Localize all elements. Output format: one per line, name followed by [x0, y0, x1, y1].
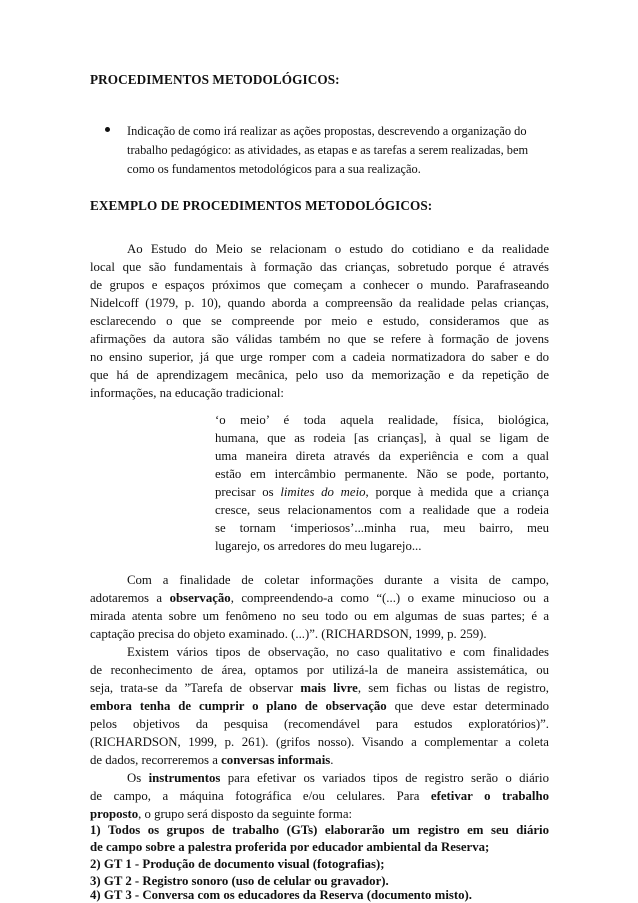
quote-line: cresce, seus relacionamentos com a realidade que a rodeia	[215, 503, 549, 517]
quote-line: estão em intercâmbio permanente. Não se pode, portanto,	[215, 467, 549, 481]
paragraph-line	[127, 770, 549, 787]
quote-text: , porque à medida que a criança	[365, 485, 549, 499]
list-item: 2) GT 1 - Produção de documento visual (fotografias);	[90, 857, 385, 871]
paragraph-line	[90, 752, 549, 769]
paragraph-line: esclarecendo o que se compreende por meio e estudo, consideramos que as	[90, 314, 549, 328]
list-item: 4) GT 3 - Conversa com os educadores da Reserva (documento misto).	[90, 888, 472, 902]
text: , sem fichas ou listas de registro,	[357, 681, 549, 695]
paragraph-line	[90, 590, 549, 607]
paragraph-line: pelos objetivos da pesquisa (recomendável para estudos exploratórios)”.	[90, 717, 549, 731]
paragraph-line	[90, 806, 549, 823]
bold-term: instrumentos	[148, 771, 221, 785]
text: para efetivar os variados tipos de registro serão o diário	[220, 771, 549, 785]
bold-term: efetivar o trabalho	[430, 789, 549, 803]
bullet-dot-icon	[105, 127, 110, 132]
quote-line: uma maneira direta através da experiência e com a qual	[215, 449, 549, 463]
paragraph-line: que há de aprendizagem mecânica, pelo uso da memorização e da repetição de	[90, 368, 549, 382]
paragraph-line: Existem vários tipos de observação, no caso qualitativo e com finalidades	[127, 645, 549, 659]
paragraph-line: afirmações da autora são válidas também no que se refere à formação de jovens	[90, 332, 549, 346]
paragraph-line: de reconhecimento de área, optamos por utilizá-la de maneira assistemática, ou	[90, 663, 549, 677]
bold-term: conversas informais	[221, 753, 331, 767]
paragraph-line: Com a finalidade de coletar informações durante a visita de campo,	[127, 573, 549, 587]
list-item: 1) Todos os grupos de trabalho (GTs) elaborarão um registro em seu diário	[90, 823, 549, 837]
quote-line	[215, 484, 549, 501]
text: seja, trata-se da ”Tarefa de observar	[90, 681, 301, 695]
paragraph-line: Nidelcoff (1979, p. 10), quando aborda a compreensão da realidade pelas crianças,	[90, 296, 549, 310]
quote-text: precisar os	[215, 485, 281, 499]
paragraph-line: informações, na educação tradicional:	[90, 386, 284, 400]
quote-line: ‘o meio’ é toda aquela realidade, física, biológica,	[215, 413, 549, 427]
bold-term: observação	[169, 591, 231, 605]
bold-term: mais livre	[300, 681, 358, 695]
paragraph-line: captação precisa do objeto examinado. (...)”. (RICHARDSON, 1999, p. 259).	[90, 627, 487, 641]
bold-term: embora tenha de cumprir o plano de observação	[90, 699, 387, 713]
heading-procedures: PROCEDIMENTOS METODOLÓGICOS:	[90, 72, 340, 87]
quote-emphasis: limites do meio	[280, 485, 366, 499]
paragraph-line	[90, 680, 549, 697]
text: , o grupo será disposto da seguinte forma:	[138, 807, 353, 821]
paragraph-line: mirada atenta sobre um fenômeno no seu todo ou em algumas de suas partes; é a	[90, 609, 549, 623]
bullet-text: Indicação de como irá realizar as ações propostas, descrevendo a organização do trabalho pedagógico: as atividades, as etapas e as tarefas a serem realizadas, bem como os fundamentos metodológicos para a sua realização.	[127, 124, 529, 176]
text: Os	[127, 771, 149, 785]
paragraph-line: no ensino superior, já que urge romper com a cadeia normatizadora do saber e do	[90, 350, 549, 364]
text: , compreendendo-a como “(...) o exame minucioso ou a	[230, 591, 549, 605]
text: adotaremos a	[90, 591, 170, 605]
paragraph-line	[90, 788, 549, 805]
quote-line: humana, que as rodeia [as crianças], à qual se ligam de	[215, 431, 549, 445]
text: de dados, recorreremos a	[90, 753, 222, 767]
list-item: 3) GT 2 - Registro sonoro (uso de celular ou gravador).	[90, 874, 389, 888]
quote-line: se tornam ‘imperiosos’...minha rua, meu bairro, meu	[215, 521, 549, 535]
text: .	[330, 753, 334, 767]
list-item: de campo sobre a palestra proferida por educador ambiental da Reserva;	[90, 840, 490, 854]
paragraph-line	[90, 698, 549, 715]
paragraph-line: local que são fundamentais à formação das crianças, sobretudo porque é através	[90, 260, 549, 274]
quote-line: lugarejo, os arredores do meu lugarejo...	[215, 539, 422, 553]
text: de campo, a máquina fotográfica e/ou celulares. Para	[90, 789, 431, 803]
paragraph-line: Ao Estudo do Meio se relacionam o estudo do cotidiano e da realidade	[127, 242, 549, 256]
bold-term: proposto	[90, 807, 139, 821]
heading-example: EXEMPLO DE PROCEDIMENTOS METODOLÓGICOS:	[90, 198, 433, 213]
paragraph-line: de grupos e espaços próximos que começam a conhecer o mundo. Parafraseando	[90, 278, 549, 292]
text: que deve estar determinado	[386, 699, 550, 713]
paragraph-line: (RICHARDSON, 1999, p. 261). (grifos nosso). Visando a complementar a coleta	[90, 735, 549, 749]
